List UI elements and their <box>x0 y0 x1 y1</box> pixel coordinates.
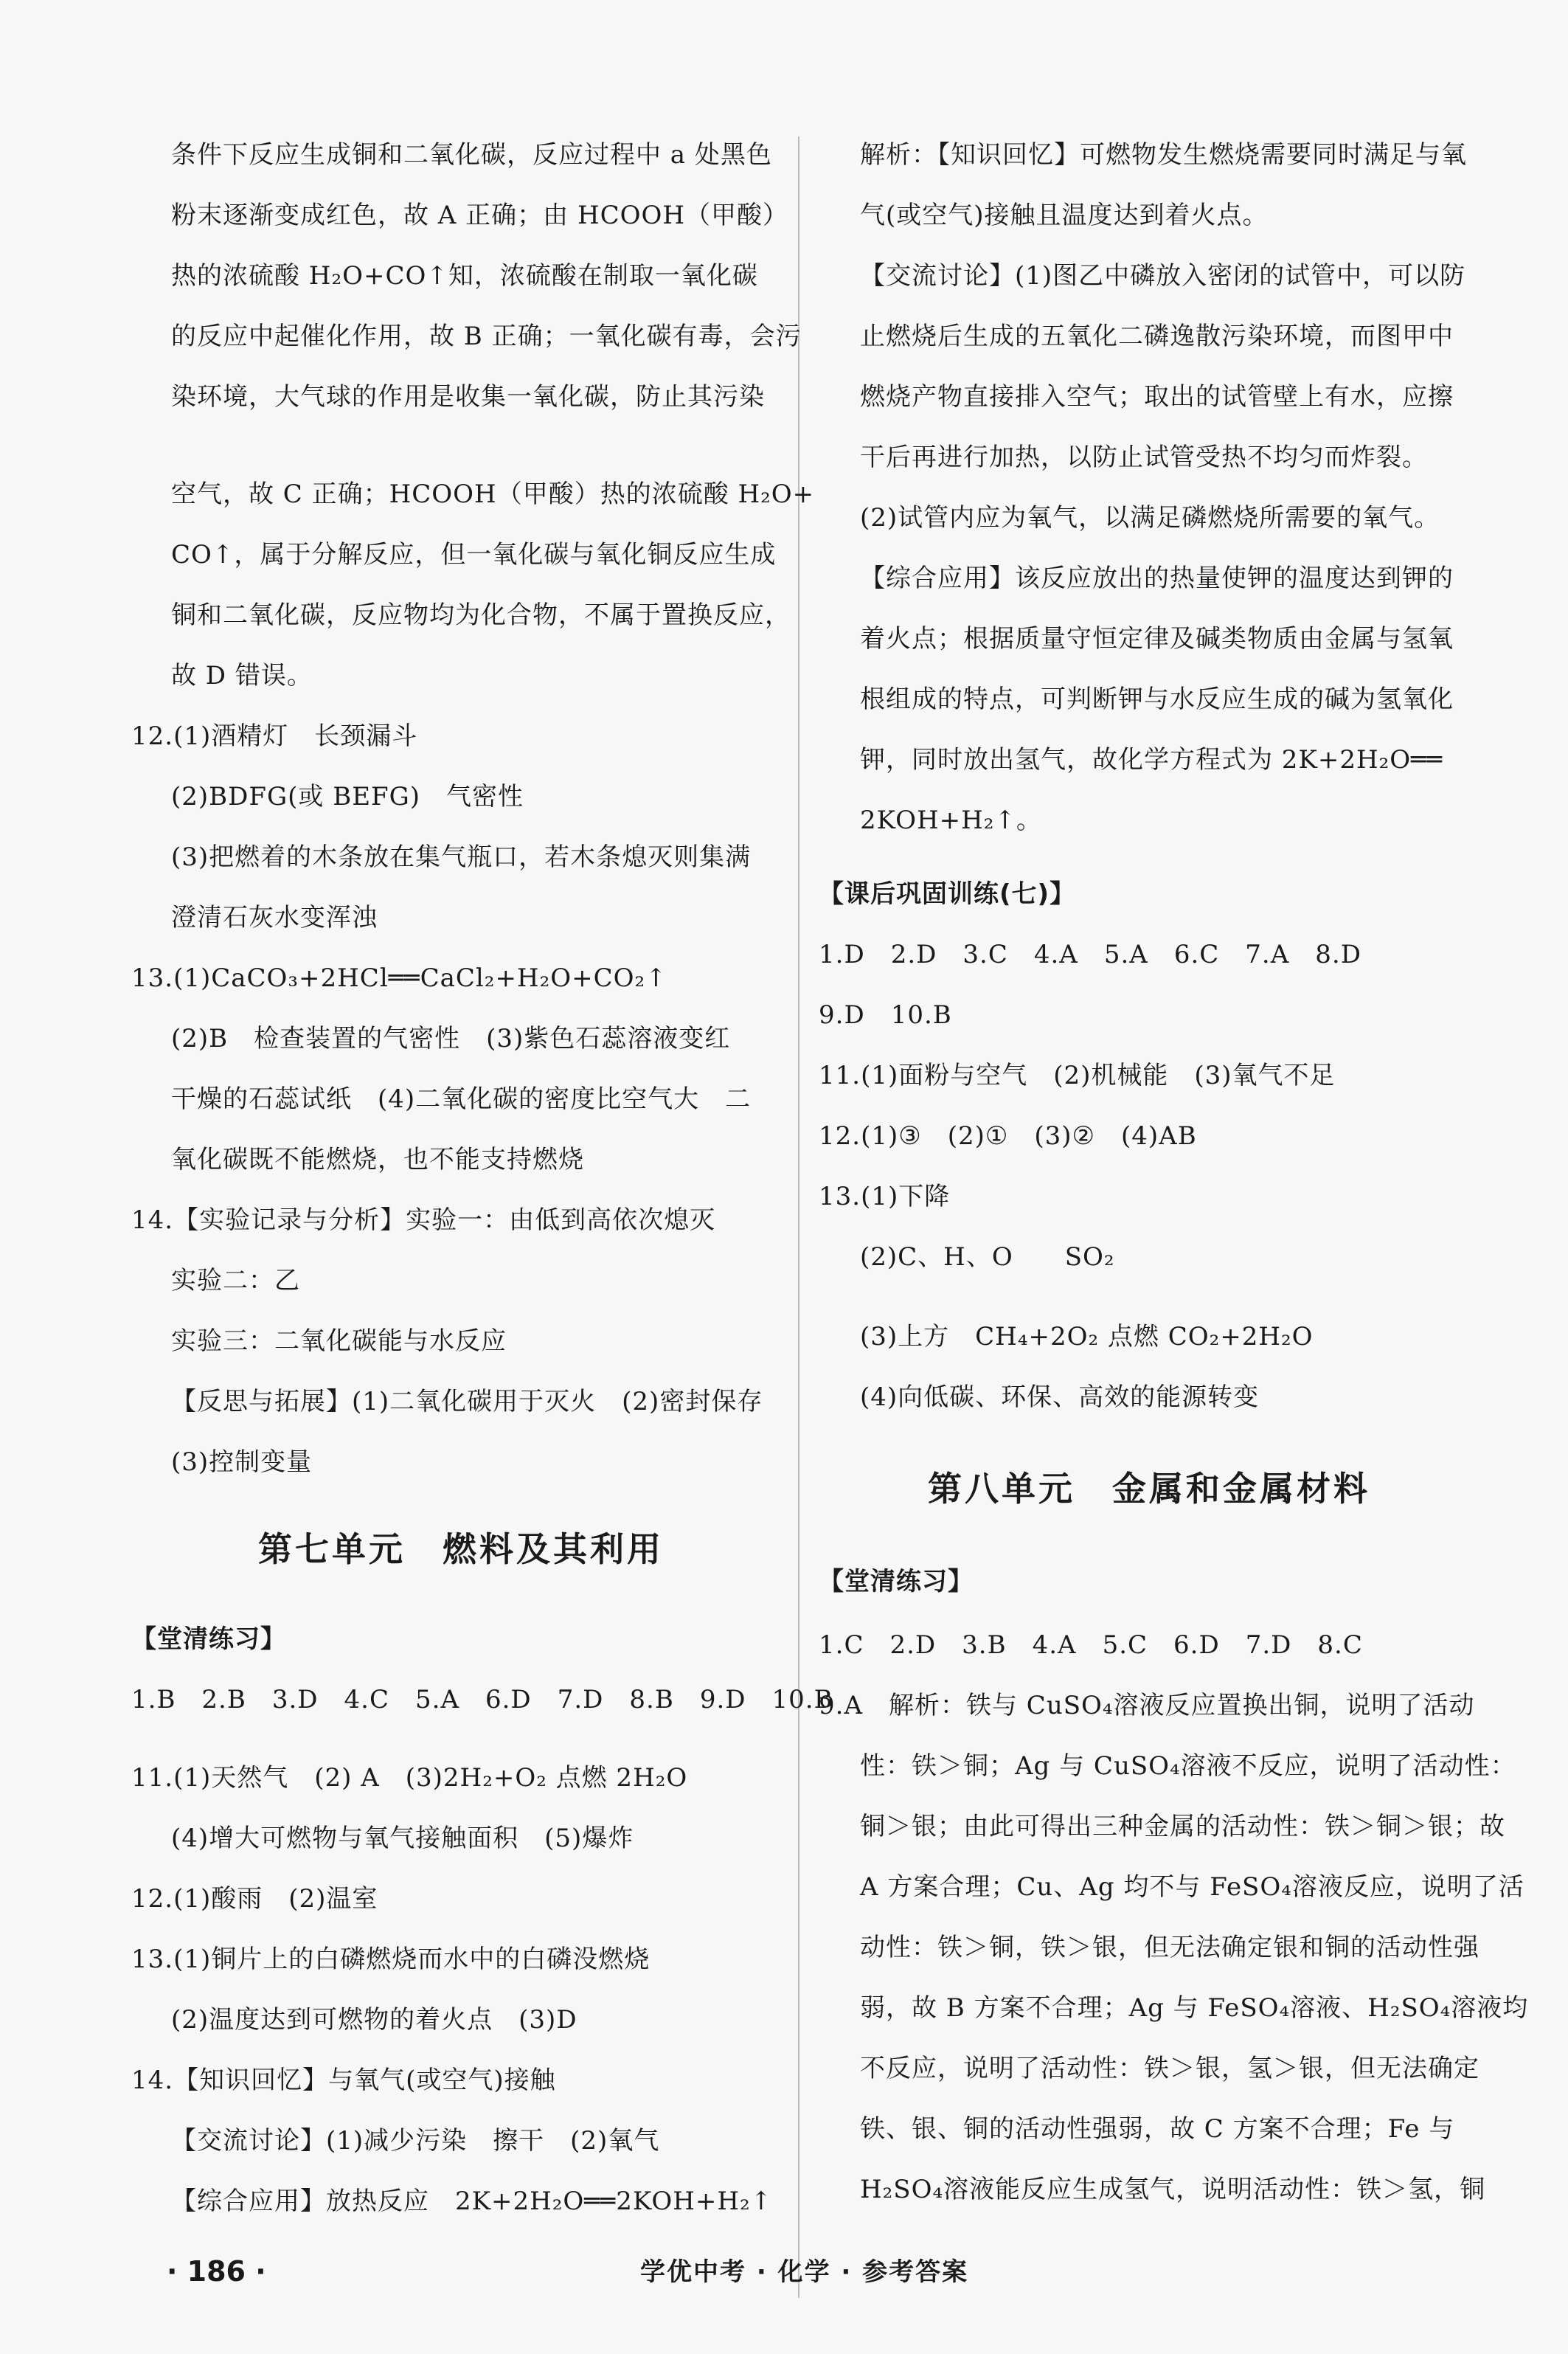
answer-row: 9.D 10.B <box>819 1000 952 1030</box>
answer-11: 11.(1)面粉与空气 (2)机械能 (3)氧气不足 <box>819 1061 1336 1090</box>
text-line: 实验三：二氧化碳能与水反应 <box>171 1326 507 1356</box>
answer-12: 12.(1)③ (2)① (3)② (4)AB <box>819 1121 1197 1151</box>
text-line: (2)温度达到可燃物的着火点 (3)D <box>171 2005 577 2035</box>
answer-13-1: 13.(1)CaCO₃+2HCl══CaCl₂+H₂O+CO₂↑ <box>131 963 667 993</box>
footer-title: 学优中考 · 化学 · 参考答案 <box>640 2257 969 2287</box>
text-line: (2)C、H、O SO₂ <box>860 1242 1115 1272</box>
text-line: (3)控制变量 <box>171 1447 313 1477</box>
answer-14: 14.【知识回忆】与氧气(或空气)接触 <box>131 2066 556 2095</box>
text-line: H₂SO₄溶液能反应生成氢气，说明活动性：铁＞氢，铜 <box>860 2175 1486 2204</box>
text-line: 条件下反应生成铜和二氧化碳，反应过程中 a 处黑色 <box>171 140 772 170</box>
unit-title: 第七单元 燃料及其利用 <box>258 1529 664 1569</box>
text-line: 弱，故 B 方案不合理；Ag 与 FeSO₄溶液、H₂SO₄溶液均 <box>860 1993 1529 2023</box>
text-line: (4)增大可燃物与氧气接触面积 (5)爆炸 <box>171 1824 634 1853</box>
answer-12-3: (3)把燃着的木条放在集气瓶口，若木条熄灭则集满 <box>171 842 752 872</box>
text-line: 热的浓硫酸 H₂O+CO↑知，浓硫酸在制取一氧化碳 <box>171 261 758 291</box>
text-line: 根组成的特点，可判断钾与水反应生成的碱为氢氧化 <box>860 685 1454 714</box>
text-line: 澄清石灰水变浑浊 <box>171 903 378 932</box>
answer-14: 14.【实验记录与分析】实验一：由低到高依次熄灭 <box>131 1205 716 1235</box>
answer-13: 13.(1)下降 <box>819 1182 951 1211</box>
answer-13-2: (2)B 检查装置的气密性 (3)紫色石蕊溶液变红 <box>171 1024 731 1053</box>
text-line: 铁、银、铜的活动性强弱，故 C 方案不合理；Fe 与 <box>860 2114 1455 2144</box>
text-line: 不反应，说明了活动性：铁＞银，氢＞银，但无法确定 <box>860 2054 1479 2083</box>
text-line: 粉末逐渐变成红色，故 A 正确；由 HCOOH（甲酸） <box>171 201 789 230</box>
section-label: 【课后巩固训练(七)】 <box>819 879 1076 909</box>
text-line: 【综合应用】放热反应 2K+2H₂O══2KOH+H₂↑ <box>171 2187 773 2216</box>
text-line: 铜＞银；由此可得出三种金属的活动性：铁＞铜＞银；故 <box>860 1812 1505 1841</box>
text-line: 的反应中起催化作用，故 B 正确；一氧化碳有毒，会污 <box>171 322 802 351</box>
answer-9: 9.A 解析：铁与 CuSO₄溶液反应置换出铜，说明了活动 <box>819 1691 1475 1720</box>
text-line: (2)试管内应为氧气，以满足磷燃烧所需要的氧气。 <box>860 503 1440 533</box>
text-line: 气(或空气)接触且温度达到着火点。 <box>860 201 1269 230</box>
text-line: 解析：【知识回忆】可燃物发生燃烧需要同时满足与氧 <box>860 140 1467 170</box>
text-line: A 方案合理；Cu、Ag 均不与 FeSO₄溶液反应，说明了活 <box>860 1872 1524 1902</box>
text-line: 燃烧产物直接排入空气；取出的试管壁上有水，应擦 <box>860 382 1454 412</box>
text-line: 【综合应用】该反应放出的热量使钾的温度达到钾的 <box>860 564 1454 593</box>
text-line: 故 D 错误。 <box>171 661 313 690</box>
answer-row: 1.C 2.D 3.B 4.A 5.C 6.D 7.D 8.C <box>819 1630 1363 1660</box>
answer-row: 1.B 2.B 3.D 4.C 5.A 6.D 7.D 8.B 9.D 10.B <box>131 1685 833 1714</box>
text-line: (3)上方 CH₄+2O₂ 点燃 CO₂+2H₂O <box>860 1322 1314 1351</box>
answer-11: 11.(1)天然气 (2) A (3)2H₂+O₂ 点燃 2H₂O <box>131 1763 688 1793</box>
text-line: 性：铁＞铜；Ag 与 CuSO₄溶液不反应，说明了活动性： <box>860 1751 1516 1781</box>
answer-row: 1.D 2.D 3.C 4.A 5.A 6.C 7.A 8.D <box>819 940 1361 969</box>
column-divider <box>798 136 799 2298</box>
text-line: 实验二：乙 <box>171 1266 300 1295</box>
text-line: 氧化碳既不能燃烧，也不能支持燃烧 <box>171 1145 584 1174</box>
text-line: CO↑，属于分解反应，但一氧化碳与氧化铜反应生成 <box>171 540 777 570</box>
answer-12-2: (2)BDFG(或 BEFG) 气密性 <box>171 782 524 811</box>
text-line: 染环境，大气球的作用是收集一氧化碳，防止其污染 <box>171 382 765 412</box>
text-line: 铜和二氧化碳，反应物均为化合物，不属于置换反应， <box>171 600 791 630</box>
text-line: 止燃烧后生成的五氧化二磷逸散污染环境，而图甲中 <box>860 322 1454 351</box>
page-number: · 186 · <box>167 2255 266 2288</box>
answer-12-1: 12.(1)酒精灯 长颈漏斗 <box>131 721 418 751</box>
text-line: 【交流讨论】(1)减少污染 擦干 (2)氧气 <box>171 2126 660 2156</box>
text-line: 着火点；根据质量守恒定律及碱类物质由金属与氢氧 <box>860 624 1454 654</box>
text-line: 钾，同时放出氢气，故化学方程式为 2K+2H₂O══ <box>860 745 1443 775</box>
text-line: 干后再进行加热，以防止试管受热不均匀而炸裂。 <box>860 443 1428 472</box>
section-label: 【堂清练习】 <box>819 1567 974 1596</box>
text-line: 动性：铁＞铜，铁＞银，但无法确定银和铜的活动性强 <box>860 1933 1479 1962</box>
text-line: 2KOH+H₂↑。 <box>860 806 1042 835</box>
text-line: 【交流讨论】(1)图乙中磷放入密闭的试管中，可以防 <box>860 261 1466 291</box>
section-label: 【堂清练习】 <box>131 1624 286 1654</box>
text-line: (4)向低碳、环保、高效的能源转变 <box>860 1382 1260 1412</box>
answer-13: 13.(1)铜片上的白磷燃烧而水中的白磷没燃烧 <box>131 1945 651 1974</box>
answer-12: 12.(1)酸雨 (2)温室 <box>131 1884 378 1914</box>
text-line: 【反思与拓展】(1)二氧化碳用于灭火 (2)密封保存 <box>171 1387 763 1416</box>
unit-title: 第八单元 金属和金属材料 <box>928 1469 1370 1509</box>
text-line: 空气，故 C 正确；HCOOH（甲酸）热的浓硫酸 H₂O+ <box>171 480 815 509</box>
text-line: 干燥的石蕊试纸 (4)二氧化碳的密度比空气大 二 <box>171 1084 752 1114</box>
